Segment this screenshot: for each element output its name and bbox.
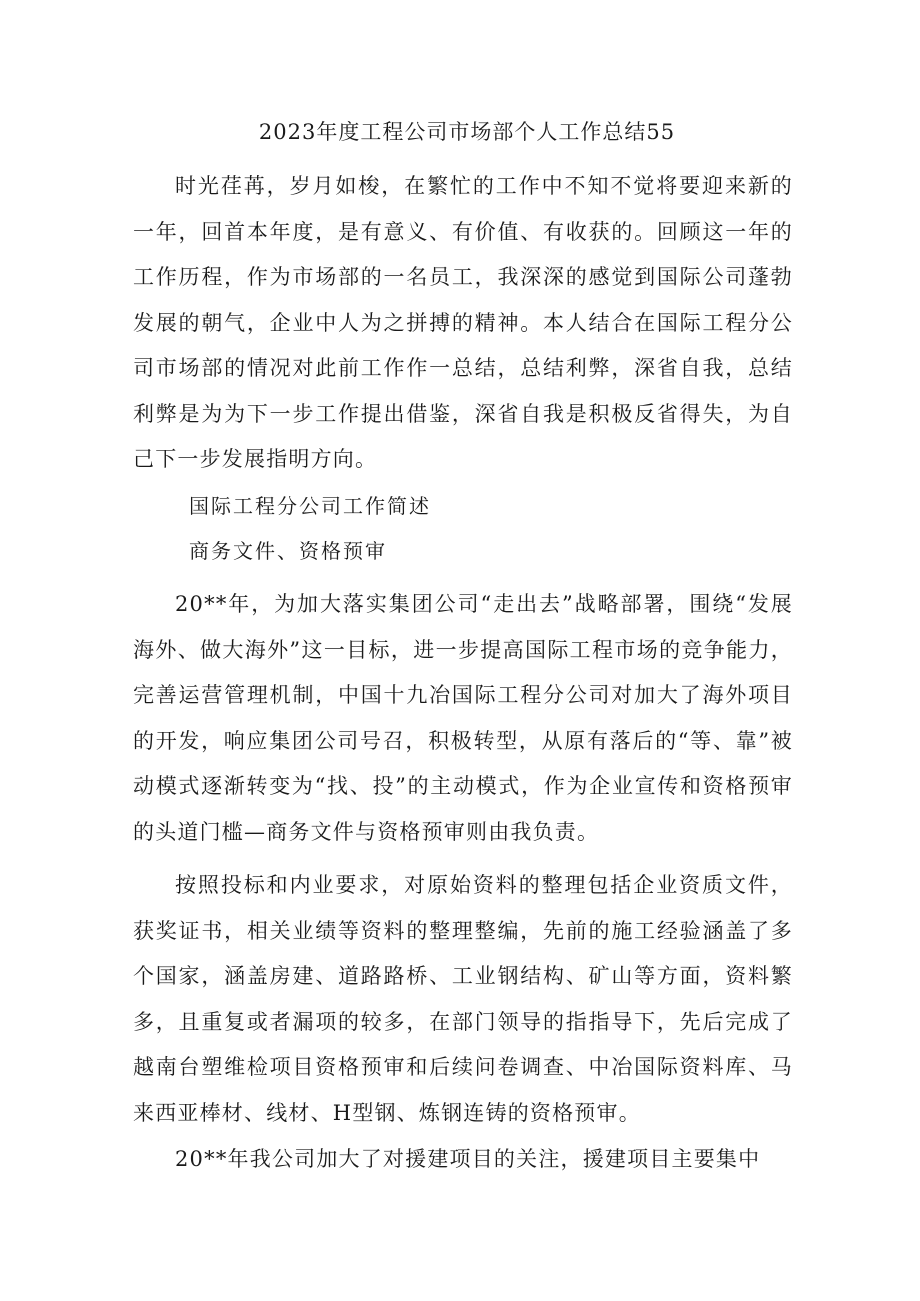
intro-paragraph: 时光荏苒，岁月如梭，在繁忙的工作中不知不觉将要迎来新的一年，回首本年度，是有意义、有价值、有收获的。回顾这一年的工作历程，作为市场部的一名员工，我深深的感觉到国际公司蓬勃发展的朝气，企业中人为之拼搏的精神。本人结合在国际工程分公司市场部的情况对此前工作作一总结，总结利弊，深省自我，总结利弊是为为下一步工作提出借鉴，深省自我是积极反省得失，为自己下一步发展指明方向。 xyxy=(133,174,793,471)
subsection-heading: 商务文件、资格预审 xyxy=(189,539,387,563)
body-paragraph-strategy: 20**年，为加大落实集团公司“走出去”战略部署，围绕“发展海外、做大海外”这一目标，进一步提高国际工程市场的竞争能力，完善运营管理机制，中国十九冶国际工程分公司对加大了海外项目的开发，响应集团公司号召，积极转型，从原有落后的“等、靠”被动模式逐渐转变为“找、投”的主动模式，作为企业宣传和资格预审的头道门槛—商务文件与资格预审则由我负责。 xyxy=(133,592,793,844)
body-paragraph-documents: 按照投标和内业要求，对原始资料的整理包括企业资质文件，获奖证书，相关业绩等资料的整理整编，先前的施工经验涵盖了多个国家，涵盖房建、道路路桥、工业钢结构、矿山等方面，资料繁多，且重复或者漏项的较多，在部门领导的指指导下，先后完成了越南台塑维检项目资格预审和后续问卷调查、中冶国际资料库、马来西亚棒材、线材、H型钢、炼钢连铸的资格预审。 xyxy=(133,873,793,1125)
body-paragraph-aid-projects: 20**年我公司加大了对援建项目的关注，援建项目主要集中 xyxy=(175,1147,761,1171)
document-title: 2023年度工程公司市场部个人工作总结55 xyxy=(258,120,676,144)
section-heading: 国际工程分公司工作简述 xyxy=(189,494,431,518)
